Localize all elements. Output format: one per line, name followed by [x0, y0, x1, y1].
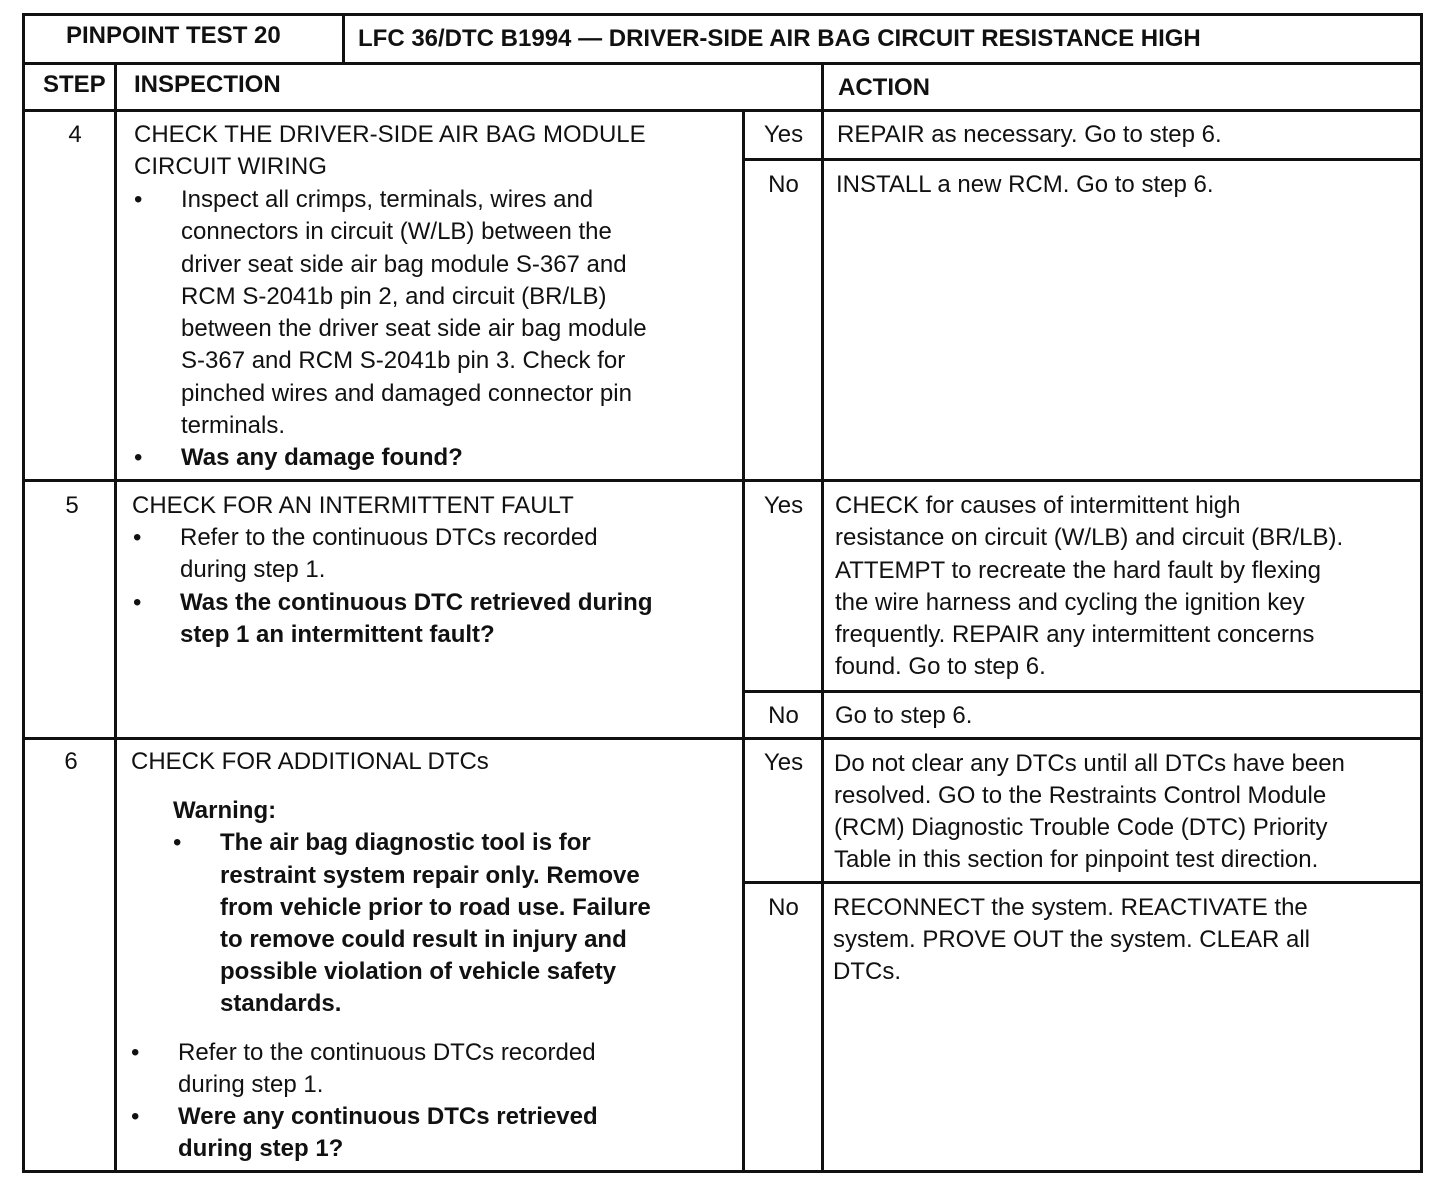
bullet: • [134, 444, 143, 471]
column-header-inspection: INSPECTION [134, 71, 281, 98]
warning-line: The air bag diagnostic tool is for [220, 829, 591, 856]
inspection-line: pinched wires and damaged connector pin [181, 380, 632, 407]
yes-label: Yes [763, 749, 804, 776]
no-label: No [768, 702, 799, 729]
no-label: No [768, 171, 799, 198]
step-5-divider [22, 737, 1423, 740]
inspection-line: during step 1. [180, 556, 326, 583]
yes-action: Table in this section for pinpoint test direction. [834, 846, 1319, 873]
no-action: Go to step 6. [835, 702, 973, 729]
step-column-divider [114, 62, 117, 1173]
no-action: RECONNECT the system. REACTIVATE the [833, 894, 1308, 921]
inspection-line: Refer to the continuous DTCs recorded [178, 1039, 596, 1066]
bullet: • [134, 186, 143, 213]
inspection-line: during step 1. [178, 1071, 324, 1098]
yes-action: (RCM) Diagnostic Trouble Code (DTC) Priority [834, 814, 1328, 841]
step-4-divider [22, 479, 1423, 482]
pinpoint-test-label: PINPOINT TEST 20 [66, 22, 281, 49]
inspection-line: between the driver seat side air bag module [181, 315, 647, 342]
step-number: 4 [68, 121, 82, 148]
bullet: • [131, 1039, 140, 1066]
bullet: • [133, 524, 142, 551]
step-5-yes-no-divider [744, 690, 1423, 693]
yes-action: Do not clear any DTCs until all DTCs have been [834, 750, 1345, 777]
inspection-question: during step 1? [178, 1135, 344, 1162]
yes-action: resolved. GO to the Restraints Control Module [834, 782, 1327, 809]
yes-label: Yes [763, 121, 804, 148]
warning-label: Warning: [173, 797, 277, 824]
no-label: No [768, 894, 799, 921]
inspection-question: step 1 an intermittent fault? [180, 621, 495, 648]
yes-action: ATTEMPT to recreate the hard fault by flexing [835, 557, 1321, 584]
column-header-step: STEP [43, 71, 106, 98]
column-header-divider [22, 109, 1423, 112]
step-title: CIRCUIT WIRING [134, 153, 327, 180]
inspection-question: Was any damage found? [181, 444, 463, 471]
bullet: • [173, 829, 182, 856]
no-action: DTCs. [833, 958, 901, 985]
no-action: INSTALL a new RCM. Go to step 6. [836, 171, 1214, 198]
step-title: CHECK FOR AN INTERMITTENT FAULT [132, 492, 574, 519]
bullet: • [131, 1103, 140, 1130]
inspection-line: driver seat side air bag module S-367 and [181, 251, 627, 278]
step-title: CHECK FOR ADDITIONAL DTCs [131, 748, 489, 775]
inspection-line: RCM S-2041b pin 2, and circuit (BR/LB) [181, 283, 607, 310]
yes-action: resistance on circuit (W/LB) and circuit (BR/LB). [835, 524, 1344, 551]
warning-line: possible violation of vehicle safety [220, 958, 617, 985]
inspection-answer-divider [742, 109, 745, 1173]
warning-line: restraint system repair only. Remove [220, 862, 640, 889]
yes-label: Yes [763, 492, 804, 519]
inspection-line: terminals. [181, 412, 286, 439]
warning-line: from vehicle prior to road use. Failure [220, 894, 651, 921]
warning-line: standards. [220, 990, 342, 1017]
step-number: 6 [64, 748, 78, 775]
header-divider [22, 62, 1423, 65]
inspection-line: Inspect all crimps, terminals, wires and [181, 186, 594, 213]
no-action: system. PROVE OUT the system. CLEAR all [833, 926, 1311, 953]
pinpoint-test-title: LFC 36/DTC B1994 — DRIVER-SIDE AIR BAG CIRCUIT RESISTANCE HIGH [358, 25, 1201, 52]
inspection-line: connectors in circuit (W/LB) between the [181, 218, 612, 245]
inspection-line: S-367 and RCM S-2041b pin 3. Check for [181, 347, 626, 374]
yes-action: the wire harness and cycling the ignition key [835, 589, 1305, 616]
step-6-yes-no-divider [744, 881, 1423, 884]
column-header-action: ACTION [838, 74, 930, 101]
inspection-action-divider [821, 62, 824, 1173]
header-cell-divider [342, 13, 345, 64]
step-number: 5 [65, 492, 79, 519]
yes-action: REPAIR as necessary. Go to step 6. [837, 121, 1222, 148]
bullet: • [133, 589, 142, 616]
inspection-line: Refer to the continuous DTCs recorded [180, 524, 598, 551]
yes-action: found. Go to step 6. [835, 653, 1046, 680]
yes-action: CHECK for causes of intermittent high [835, 492, 1241, 519]
inspection-question: Were any continuous DTCs retrieved [178, 1103, 598, 1130]
inspection-question: Was the continuous DTC retrieved during [180, 589, 653, 616]
warning-line: to remove could result in injury and [220, 926, 627, 953]
yes-action: frequently. REPAIR any intermittent concerns [835, 621, 1315, 648]
step-4-yes-no-divider [744, 158, 1423, 161]
step-title: CHECK THE DRIVER-SIDE AIR BAG MODULE [134, 121, 646, 148]
